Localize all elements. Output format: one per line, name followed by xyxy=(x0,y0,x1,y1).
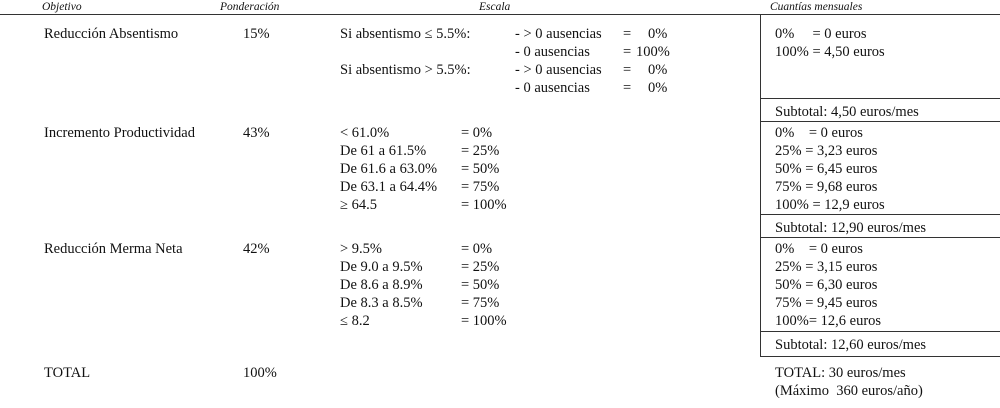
subtotal-rule xyxy=(760,98,1000,99)
subtotal-rule xyxy=(760,356,1000,357)
escala-item-eq: = xyxy=(623,62,632,78)
row-ponderacion: 15% xyxy=(243,26,270,42)
subtotal-rule xyxy=(760,214,1000,215)
escala-range: De 63.1 a 64.4% xyxy=(340,179,438,195)
escala-condition: Si absentismo ≤ 5.5%: xyxy=(340,26,471,42)
row-ponderacion: 43% xyxy=(243,125,270,141)
cuantia-line: 0% = 0 euros xyxy=(775,125,863,141)
total-ponderacion: 100% xyxy=(243,365,277,381)
header-rule xyxy=(0,14,1000,15)
cuantia-line: 25% = 3,15 euros xyxy=(775,259,878,275)
cuantia-line: 100% = 12,9 euros xyxy=(775,197,885,213)
subtotal-rule xyxy=(760,121,1000,122)
escala-item-eq: = xyxy=(623,26,632,42)
escala-item-label: - 0 ausencias xyxy=(515,80,590,96)
cuantia-line: 100%= 12,6 euros xyxy=(775,313,882,329)
escala-pct: = 25% xyxy=(461,259,500,275)
header-cuantias: Cuantías mensuales xyxy=(770,1,863,13)
escala-item-value: 100% xyxy=(636,44,670,60)
header-ponderacion: Ponderación xyxy=(220,1,280,13)
column-divider xyxy=(760,14,761,357)
header-escala: Escala xyxy=(479,1,511,13)
escala-range: > 9.5% xyxy=(340,241,383,257)
escala-pct: = 50% xyxy=(461,161,500,177)
escala-range: De 8.3 a 8.5% xyxy=(340,295,423,311)
escala-pct: = 100% xyxy=(461,197,507,213)
escala-pct: = 50% xyxy=(461,277,500,293)
escala-item-label: - > 0 ausencias xyxy=(515,26,602,42)
escala-pct: = 75% xyxy=(461,295,500,311)
escala-item-label: - 0 ausencias xyxy=(515,44,590,60)
escala-range: De 8.6 a 8.9% xyxy=(340,277,423,293)
escala-pct: = 25% xyxy=(461,143,500,159)
cuantia-line: 100% = 4,50 euros xyxy=(775,44,885,60)
escala-pct: = 100% xyxy=(461,313,507,329)
total-amount: TOTAL: 30 euros/mes xyxy=(775,365,906,381)
cuantia-line: 50% = 6,45 euros xyxy=(775,161,878,177)
header-objetivo: Objetivo xyxy=(42,1,82,13)
escala-item-value: 0% xyxy=(648,80,668,96)
escala-item-eq: = xyxy=(623,44,632,60)
subtotal-rule xyxy=(760,331,1000,332)
escala-range: De 61.6 a 63.0% xyxy=(340,161,438,177)
escala-range: ≤ 8.2 xyxy=(340,313,370,329)
cuantia-line: 0% = 0 euros xyxy=(775,241,863,257)
subtotal: Subtotal: 12,90 euros/mes xyxy=(775,220,927,236)
escala-range: ≥ 64.5 xyxy=(340,197,377,213)
row-objetivo: Incremento Productividad xyxy=(44,125,195,141)
cuantia-line: 0% = 0 euros xyxy=(775,26,867,42)
total-maximum: (Máximo 360 euros/año) xyxy=(775,383,923,399)
subtotal-rule xyxy=(760,237,1000,238)
escala-item-label: - > 0 ausencias xyxy=(515,62,602,78)
subtotal: Subtotal: 4,50 euros/mes xyxy=(775,104,919,120)
escala-condition: Si absentismo > 5.5%: xyxy=(340,62,471,78)
cuantia-line: 75% = 9,68 euros xyxy=(775,179,878,195)
row-objetivo: Reducción Merma Neta xyxy=(44,241,183,257)
escala-item-eq: = xyxy=(623,80,632,96)
escala-pct: = 0% xyxy=(461,125,493,141)
row-ponderacion: 42% xyxy=(243,241,270,257)
escala-item-value: 0% xyxy=(648,62,668,78)
total-label: TOTAL xyxy=(44,365,91,381)
cuantia-line: 25% = 3,23 euros xyxy=(775,143,878,159)
escala-range: De 9.0 a 9.5% xyxy=(340,259,423,275)
escala-range: < 61.0% xyxy=(340,125,390,141)
escala-range: De 61 a 61.5% xyxy=(340,143,427,159)
row-objetivo: Reducción Absentismo xyxy=(44,26,179,42)
cuantia-line: 75% = 9,45 euros xyxy=(775,295,878,311)
escala-pct: = 0% xyxy=(461,241,493,257)
escala-pct: = 75% xyxy=(461,179,500,195)
subtotal: Subtotal: 12,60 euros/mes xyxy=(775,337,927,353)
escala-item-value: 0% xyxy=(648,26,668,42)
cuantia-line: 50% = 6,30 euros xyxy=(775,277,878,293)
